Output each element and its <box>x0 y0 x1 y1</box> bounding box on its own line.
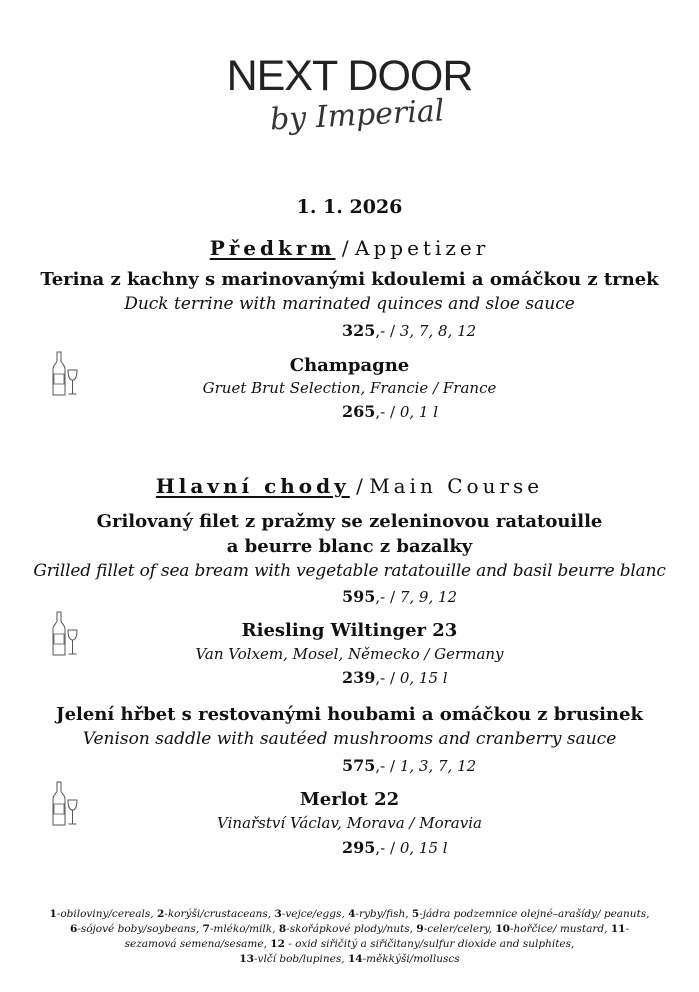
wine-price <box>342 668 448 687</box>
dish-name-cz: Terina z kachny s marinovanými kdoulemi a omáčkou z trnek <box>40 269 659 290</box>
wine-origin: Van Volxem, Mosel, Německo / Germany <box>195 645 504 663</box>
section-heading-en: Appetizer <box>355 236 490 260</box>
section-heading-en: Main Course <box>369 474 544 498</box>
dish-name-en: Venison saddle with sautéed mushrooms and cranberry sauce <box>82 729 617 749</box>
dish-name-cz-line2: a beurre blanc z bazalky <box>226 536 473 557</box>
price-suffix: ,- / <box>375 322 400 340</box>
dish-price <box>342 321 476 340</box>
price-value: 595 <box>342 587 376 606</box>
wine-volume: 0, 1 l <box>399 403 439 421</box>
allergen-codes: 1, 3, 7, 12 <box>399 757 477 775</box>
allergen-legend-line: sezamová semena/sesame, 12 - oxid siřičitý a siřičitany/sulfur dioxide and sulphites, <box>124 938 575 950</box>
price-value: 295 <box>342 838 376 857</box>
price-suffix: ,- / <box>375 757 400 775</box>
price-value: 575 <box>342 756 376 775</box>
price-value: 265 <box>342 402 376 421</box>
price-suffix: ,- / <box>375 403 400 421</box>
section-heading-separator: / <box>349 474 370 498</box>
allergen-codes: 3, 7, 8, 12 <box>399 322 477 340</box>
price-suffix: ,- / <box>375 839 400 857</box>
section-heading-cz: Předkrm <box>209 236 336 260</box>
price-value: 239 <box>342 668 376 687</box>
allergen-legend <box>20 907 679 967</box>
logo-subtitle: by Imperial <box>269 93 446 138</box>
price-suffix: ,- / <box>375 669 400 687</box>
wine-origin: Vinařství Václav, Morava / Moravia <box>217 814 482 832</box>
wine-volume: 0, 15 l <box>399 669 448 687</box>
dish-name-cz: Jelení hřbet s restovanými houbami a omáčkou z brusinek <box>56 704 643 725</box>
wine-price <box>342 402 438 421</box>
logo-wordmark: NEXT DOOR <box>226 52 473 100</box>
section-heading-main-course <box>0 474 699 498</box>
allergen-codes: 7, 9, 12 <box>399 588 458 606</box>
wine-price <box>342 838 448 857</box>
section-heading-cz: Hlavní chody <box>155 474 350 498</box>
wine-name: Merlot 22 <box>299 789 400 810</box>
allergen-legend-line: 1-obiloviny/cereals, 2-korýši/crustaceans, 3-vejce/eggs, 4-ryby/fish, 5-jádra podzemnice olejné–arašídy/ peanuts, <box>49 908 650 920</box>
dish-name-cz: Grilovaný filet z pražmy se zeleninovou ratatouille <box>96 511 603 532</box>
dish-name-en: Grilled fillet of sea bream with vegetable ratatouille and basil beurre blanc <box>33 561 666 581</box>
wine-name: Champagne <box>289 355 410 376</box>
dish-price <box>342 756 476 775</box>
allergen-legend-line: 13-vlčí bob/lupines, 14-měkkýši/molluscs <box>239 953 460 965</box>
section-heading-appetizer <box>0 236 699 260</box>
menu-date: 1. 1. 2026 <box>296 196 403 218</box>
wine-volume: 0, 15 l <box>399 839 448 857</box>
wine-origin: Gruet Brut Selection, Francie / France <box>202 379 497 397</box>
dish-price <box>342 587 457 606</box>
section-heading-separator: / <box>335 236 356 260</box>
price-suffix: ,- / <box>375 588 400 606</box>
allergen-legend-line: 6-sójové boby/soybeans, 7-mléko/milk, 8-skořápkové plody/nuts, 9-celer/celery, 10-hořčice/ mustard, 11- <box>69 923 630 935</box>
wine-name: Riesling Wiltinger 23 <box>241 620 458 641</box>
price-value: 325 <box>342 321 376 340</box>
dish-name-en: Duck terrine with marinated quinces and sloe sauce <box>124 294 575 314</box>
